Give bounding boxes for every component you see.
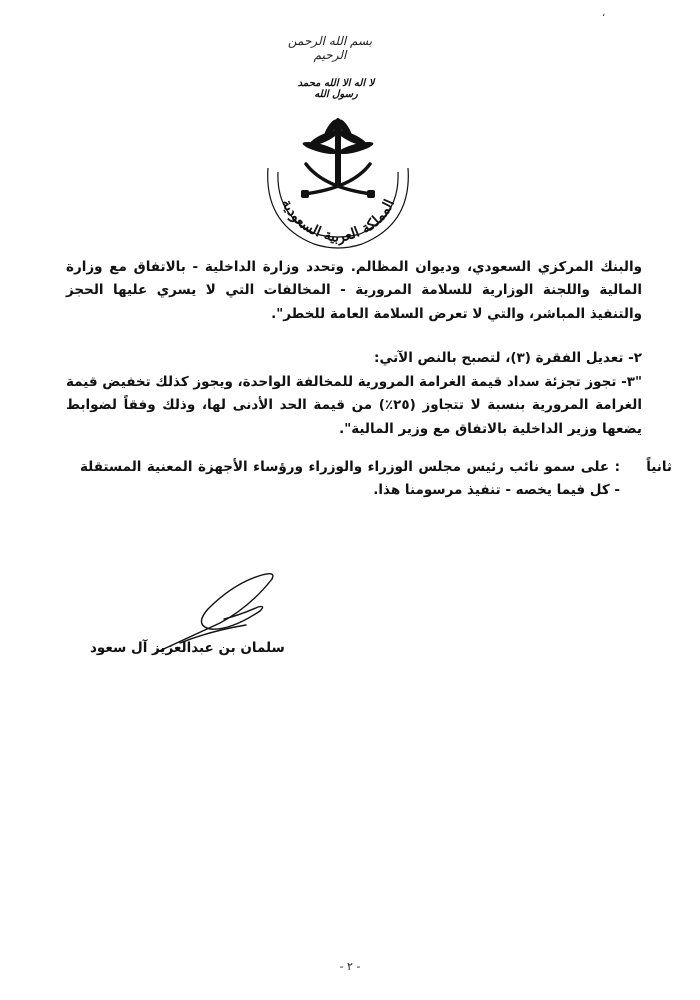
- saudi-emblem-icon: [254, 116, 422, 256]
- second-clause-label: ثانياً: [646, 459, 672, 475]
- emblem-text: المملكة العربية السعودية: [278, 196, 398, 247]
- svg-text:المملكة العربية السعودية: [278, 197, 398, 246]
- page-number: - ٢ -: [339, 960, 361, 973]
- item-2-heading: ٢- تعديل الفقرة (٣)، لتصبح بالنص الآتي:: [374, 350, 642, 366]
- second-clause-text: : على سمو نائب رئيس مجلس الوزراء والوزراء ورؤساء الأجهزة المعنية المستقلة - كل فيما يخصه - تنفيذ مرسومنا هذا.: [80, 459, 620, 499]
- shahada-calligraphy: لا اله الا الله محمد رسول الله: [297, 78, 375, 100]
- basmala: بسم الله الرحمن الرحيم: [287, 34, 373, 62]
- item-2-quote: "٣- تجوز تجزئة سداد قيمة الغرامة المرورية للمخالفة الواحدة، ويجوز كذلك تخفيض قيمة الغرامة المرورية بنسبة لا تتجاوز (٢٥٪) من قيمة الحد الأدنى لها، وذلك وفقاً لضوابط يضعها وزير الداخلية بالاتفاق مع وزير المالية".: [65, 374, 642, 437]
- signer-name: سلمان بن عبدالعزيز آل سعود: [90, 640, 285, 656]
- corner-mark: ،: [602, 8, 606, 19]
- paragraph-1: والبنك المركزي السعودي، وديوان المظالم. وتحدد وزارة الداخلية - بالاتفاق مع وزارة المالية واللجنة الوزارية للسلامة المرورية - المخالفات التي لا يسري عليها الحجز والتنفيذ المباشر، والتي لا تعرض السلامة العامة للخطر".: [66, 259, 642, 322]
